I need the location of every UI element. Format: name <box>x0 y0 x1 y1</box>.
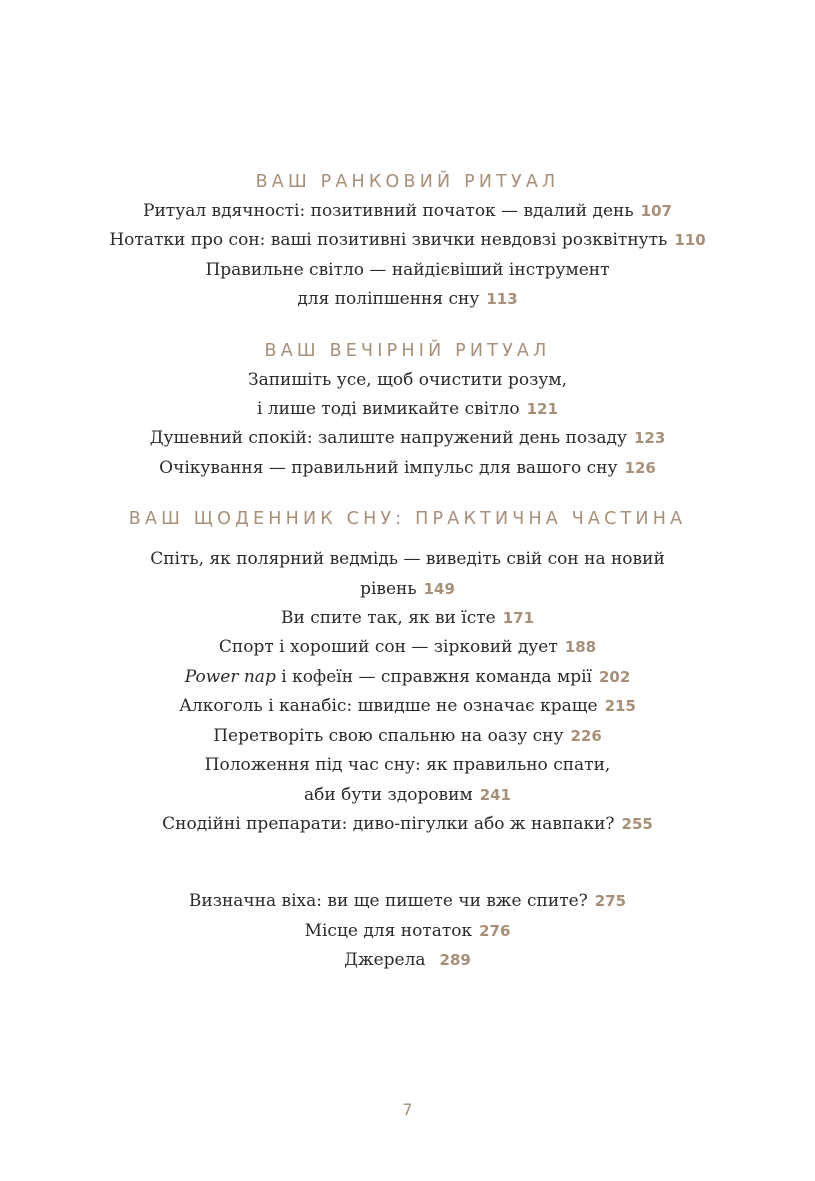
section-heading <box>40 168 775 197</box>
entry-page-number: 171 <box>502 609 535 628</box>
entry-title-continued: рівень <box>360 578 417 599</box>
entry-title-italic: Power nap <box>184 666 276 687</box>
toc-entry[interactable] <box>40 545 775 604</box>
entry-title: Положення під час сну: як правильно спати, <box>204 755 611 776</box>
entry-title: Нотатки про сон: ваші позитивні звички невдовзі розквітнуть <box>109 230 668 251</box>
toc-section-sleep-diary <box>40 505 775 839</box>
entry-page-number: 121 <box>526 400 558 419</box>
entry-title: Спорт і хороший сон — зірковий дует <box>218 637 558 658</box>
toc-entry[interactable] <box>40 366 775 425</box>
entry-title: Снодійні препарати: диво-пігулки або ж навпаки? <box>162 813 615 834</box>
entry-title: Душевний спокій: залиште напружений день позаду <box>149 428 627 449</box>
section-heading-line: ВАШ ВЕЧІРНІЙ РИТУАЛ <box>264 340 551 361</box>
toc-entry[interactable] <box>40 663 775 692</box>
entry-title: Перетворіть свою спальню на оазу сну <box>213 725 564 746</box>
section-heading-line: ПРАКТИЧНА ЧАСТИНА <box>415 509 687 530</box>
entry-page-number: 202 <box>598 667 631 686</box>
entry-title-continued: і лише тоді вимикайте світло <box>257 399 520 420</box>
entry-page-number: 113 <box>486 290 518 309</box>
entry-page-number: 107 <box>640 202 672 220</box>
entry-title: Очікування — правильний імпульс для вашого сну <box>159 457 618 478</box>
toc-section-evening-ritual <box>40 337 775 484</box>
entry-title: Алкоголь і канабіс: швидше не означає краще <box>179 696 598 717</box>
entry-page-number: 188 <box>564 638 597 657</box>
entry-title-continued: для поліпшення сну <box>297 289 480 310</box>
entry-title-continued: аби бути здоровим <box>303 784 473 805</box>
entry-page-number: 241 <box>479 785 511 804</box>
toc-back-matter <box>40 887 775 975</box>
entry-page-number: 255 <box>621 814 653 833</box>
toc-entry[interactable] <box>40 226 775 255</box>
entry-title: і кофеїн — справжня команда мрії <box>275 666 592 687</box>
entry-page-number: 123 <box>633 429 666 448</box>
entry-page-number: 275 <box>594 892 627 911</box>
toc-entry[interactable] <box>40 887 775 916</box>
entry-title: Визначна віха: ви ще пишете чи вже спите? <box>188 891 588 912</box>
toc-entry[interactable] <box>40 722 775 751</box>
heading-spacer <box>40 534 775 545</box>
entry-title: Місце для нотаток <box>304 920 473 941</box>
section-heading-line: ВАШ ЩОДЕННИК СНУ: <box>128 509 406 530</box>
toc-entry[interactable] <box>40 424 775 453</box>
table-of-contents <box>40 168 775 976</box>
toc-section-morning-ritual <box>40 168 775 315</box>
toc-entry[interactable] <box>40 197 775 226</box>
section-heading <box>40 337 775 366</box>
entry-title: Спіть, як полярний ведмідь — виведіть свій сон на новий <box>150 549 665 570</box>
entry-page-number: 149 <box>423 579 455 598</box>
toc-entry[interactable] <box>40 751 775 810</box>
toc-entry[interactable] <box>40 604 775 633</box>
toc-entry[interactable] <box>40 810 775 839</box>
toc-entry[interactable] <box>40 946 775 975</box>
section-heading <box>40 505 775 534</box>
entry-title: Правильне світло — найдієвіший інструмент <box>205 259 610 280</box>
toc-entry[interactable] <box>40 454 775 483</box>
entry-page-number: 215 <box>604 697 636 716</box>
entry-title: Джерела <box>344 950 426 971</box>
entry-page-number: 110 <box>674 231 706 250</box>
entry-title: Ритуал вдячності: позитивний початок — вдалий день <box>143 201 634 221</box>
entry-page-number: 276 <box>479 921 511 940</box>
toc-entry[interactable] <box>40 256 775 315</box>
entry-page-number: 289 <box>439 951 471 970</box>
page-folio-number: 7 <box>402 1100 413 1119</box>
entry-page-number: 126 <box>624 458 656 477</box>
entry-title: Ви спите так, як ви їсте <box>280 608 496 629</box>
toc-entry[interactable] <box>40 633 775 662</box>
toc-entry[interactable] <box>40 917 775 946</box>
entry-page-number: 226 <box>570 726 602 745</box>
section-heading-line: ВАШ РАНКОВИЙ РИТУАЛ <box>255 172 560 192</box>
entry-title: Запишіть усе, щоб очистити розум, <box>248 369 567 390</box>
toc-entry[interactable] <box>40 692 775 721</box>
